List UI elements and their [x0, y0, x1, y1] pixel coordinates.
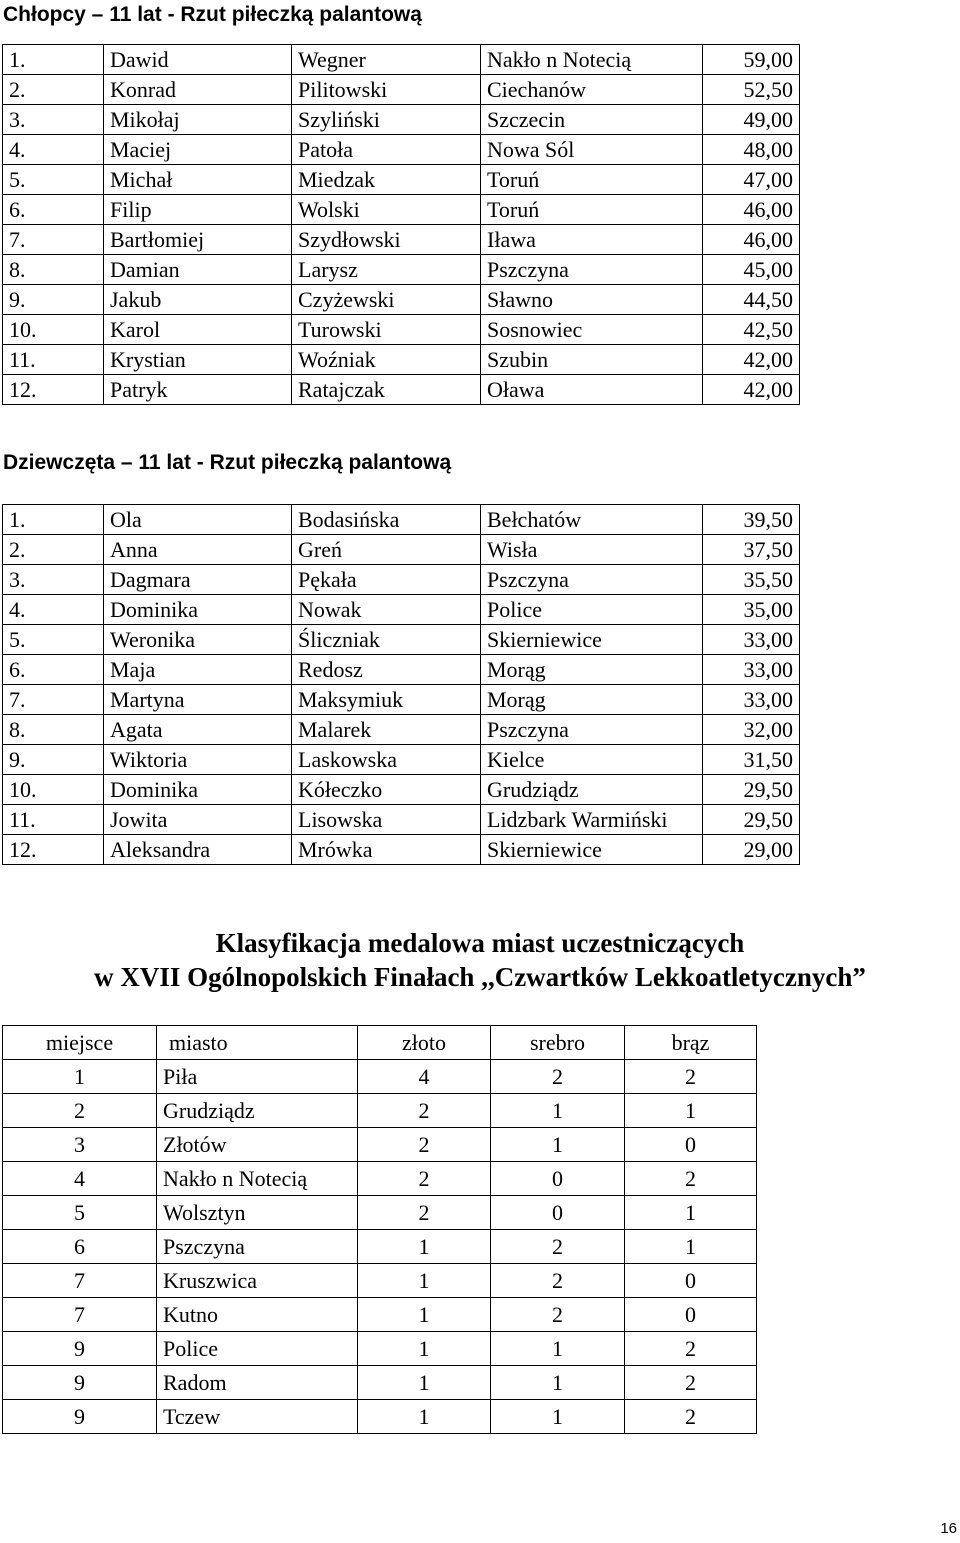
gold-count: 2	[358, 1128, 491, 1162]
girls-last-name: Pękała	[292, 565, 481, 595]
girls-first-name: Dominika	[104, 775, 292, 805]
gold-count: 1	[358, 1366, 491, 1400]
boys-score: 42,00	[703, 345, 800, 375]
bronze-count: 1	[625, 1094, 757, 1128]
gold-count: 1	[358, 1332, 491, 1366]
boys-result-row	[3, 165, 800, 195]
medal-table-row	[3, 1298, 757, 1332]
medal-city: Police	[157, 1332, 358, 1366]
girls-score: 29,00	[703, 835, 800, 865]
silver-count: 1	[491, 1094, 625, 1128]
boys-city: Iława	[481, 225, 703, 255]
girls-first-name: Martyna	[104, 685, 292, 715]
boys-place: 9.	[3, 285, 104, 315]
boys-place: 11.	[3, 345, 104, 375]
medal-rank: 7	[3, 1264, 157, 1298]
girls-score: 39,50	[703, 505, 800, 535]
boys-first-name: Dawid	[104, 45, 292, 75]
girls-last-name: Greń	[292, 535, 481, 565]
boys-place: 6.	[3, 195, 104, 225]
girls-last-name: Śliczniak	[292, 625, 481, 655]
medal-rank: 9	[3, 1366, 157, 1400]
bronze-count: 1	[625, 1196, 757, 1230]
boys-score: 46,00	[703, 225, 800, 255]
medal-city: Piła	[157, 1060, 358, 1094]
girls-result-row	[3, 685, 800, 715]
medal-table-row	[3, 1264, 757, 1298]
girls-last-name: Bodasińska	[292, 505, 481, 535]
boys-last-name: Turowski	[292, 315, 481, 345]
silver-count: 1	[491, 1400, 625, 1434]
medal-title-line2: w XVII Ogólnopolskich Finałach ,,Czwartków Lekkoatletycznych”	[94, 962, 866, 992]
boys-first-name: Bartłomiej	[104, 225, 292, 255]
girls-place: 10.	[3, 775, 104, 805]
girls-place: 12.	[3, 835, 104, 865]
girls-last-name: Mrówka	[292, 835, 481, 865]
boys-first-name: Filip	[104, 195, 292, 225]
boys-result-row	[3, 195, 800, 225]
medal-table-row	[3, 1162, 757, 1196]
silver-count: 1	[491, 1332, 625, 1366]
medal-table-header-row	[3, 1026, 757, 1060]
girls-first-name: Dagmara	[104, 565, 292, 595]
girls-result-row	[3, 805, 800, 835]
boys-city: Nakło n Notecią	[481, 45, 703, 75]
boys-city: Sosnowiec	[481, 315, 703, 345]
girls-result-row	[3, 505, 800, 535]
silver-count: 1	[491, 1366, 625, 1400]
girls-city: Pszczyna	[481, 715, 703, 745]
girls-city: Police	[481, 595, 703, 625]
gold-count: 1	[358, 1230, 491, 1264]
boys-city: Oława	[481, 375, 703, 405]
girls-first-name: Anna	[104, 535, 292, 565]
boys-result-row	[3, 255, 800, 285]
boys-first-name: Michał	[104, 165, 292, 195]
silver-count: 0	[491, 1196, 625, 1230]
boys-score: 44,50	[703, 285, 800, 315]
boys-result-row	[3, 45, 800, 75]
boys-score: 59,00	[703, 45, 800, 75]
medal-city: Nakło n Notecią	[157, 1162, 358, 1196]
girls-score: 37,50	[703, 535, 800, 565]
boys-score: 42,00	[703, 375, 800, 405]
boys-heading: Chłopcy – 11 lat - Rzut piłeczką palantową	[3, 3, 422, 26]
boys-city: Toruń	[481, 195, 703, 225]
medal-rank: 9	[3, 1400, 157, 1434]
girls-first-name: Wiktoria	[104, 745, 292, 775]
girls-result-row	[3, 745, 800, 775]
medal-rank: 3	[3, 1128, 157, 1162]
boys-first-name: Krystian	[104, 345, 292, 375]
boys-last-name: Szydłowski	[292, 225, 481, 255]
boys-last-name: Wegner	[292, 45, 481, 75]
boys-place: 1.	[3, 45, 104, 75]
boys-city: Sławno	[481, 285, 703, 315]
boys-last-name: Wolski	[292, 195, 481, 225]
boys-first-name: Damian	[104, 255, 292, 285]
boys-first-name: Jakub	[104, 285, 292, 315]
boys-place: 8.	[3, 255, 104, 285]
header-rank: miejsce	[3, 1026, 157, 1060]
medal-table-row	[3, 1230, 757, 1264]
girls-last-name: Laskowska	[292, 745, 481, 775]
girls-place: 6.	[3, 655, 104, 685]
girls-city: Skierniewice	[481, 625, 703, 655]
gold-count: 2	[358, 1162, 491, 1196]
girls-city: Pszczyna	[481, 565, 703, 595]
bronze-count: 0	[625, 1128, 757, 1162]
girls-place: 8.	[3, 715, 104, 745]
boys-results-body	[3, 45, 800, 405]
medal-title-line1: Klasyfikacja medalowa miast uczestniczących	[215, 928, 745, 958]
girls-city: Lidzbark Warmiński	[481, 805, 703, 835]
girls-last-name: Kółeczko	[292, 775, 481, 805]
medal-city: Tczew	[157, 1400, 358, 1434]
medal-city: Kruszwica	[157, 1264, 358, 1298]
header-bronze: brąz	[625, 1026, 757, 1060]
girls-place: 2.	[3, 535, 104, 565]
medal-rank: 5	[3, 1196, 157, 1230]
header-city: miasto	[157, 1026, 358, 1060]
boys-first-name: Konrad	[104, 75, 292, 105]
medal-city: Radom	[157, 1366, 358, 1400]
bronze-count: 0	[625, 1298, 757, 1332]
silver-count: 0	[491, 1162, 625, 1196]
girls-score: 35,00	[703, 595, 800, 625]
boys-place: 10.	[3, 315, 104, 345]
girls-first-name: Agata	[104, 715, 292, 745]
girls-place: 4.	[3, 595, 104, 625]
boys-city: Toruń	[481, 165, 703, 195]
medal-table-row	[3, 1060, 757, 1094]
boys-last-name: Woźniak	[292, 345, 481, 375]
boys-result-row	[3, 345, 800, 375]
girls-place: 1.	[3, 505, 104, 535]
medal-city: Pszczyna	[157, 1230, 358, 1264]
bronze-count: 2	[625, 1366, 757, 1400]
silver-count: 2	[491, 1230, 625, 1264]
bronze-count: 2	[625, 1162, 757, 1196]
girls-last-name: Nowak	[292, 595, 481, 625]
girls-first-name: Jowita	[104, 805, 292, 835]
medal-rank: 6	[3, 1230, 157, 1264]
bronze-count: 2	[625, 1332, 757, 1366]
boys-place: 7.	[3, 225, 104, 255]
boys-place: 5.	[3, 165, 104, 195]
boys-first-name: Mikołaj	[104, 105, 292, 135]
bronze-count: 2	[625, 1060, 757, 1094]
boys-place: 3.	[3, 105, 104, 135]
silver-count: 1	[491, 1128, 625, 1162]
medal-table-row	[3, 1400, 757, 1434]
girls-score: 31,50	[703, 745, 800, 775]
gold-count: 2	[358, 1094, 491, 1128]
bronze-count: 2	[625, 1400, 757, 1434]
boys-result-row	[3, 105, 800, 135]
girls-last-name: Redosz	[292, 655, 481, 685]
boys-last-name: Szyliński	[292, 105, 481, 135]
girls-score: 29,50	[703, 775, 800, 805]
girls-city: Morąg	[481, 685, 703, 715]
boys-last-name: Pilitowski	[292, 75, 481, 105]
gold-count: 1	[358, 1298, 491, 1332]
boys-place: 12.	[3, 375, 104, 405]
girls-results-table	[2, 504, 800, 865]
page-number: 16	[940, 1520, 957, 1537]
girls-city: Wisła	[481, 535, 703, 565]
girls-first-name: Maja	[104, 655, 292, 685]
girls-score: 29,50	[703, 805, 800, 835]
medal-rank: 7	[3, 1298, 157, 1332]
gold-count: 4	[358, 1060, 491, 1094]
boys-place: 2.	[3, 75, 104, 105]
medal-rank: 1	[3, 1060, 157, 1094]
boys-last-name: Miedzak	[292, 165, 481, 195]
girls-first-name: Ola	[104, 505, 292, 535]
girls-place: 7.	[3, 685, 104, 715]
boys-last-name: Czyżewski	[292, 285, 481, 315]
header-silver: srebro	[491, 1026, 625, 1060]
medal-rank: 2	[3, 1094, 157, 1128]
girls-result-row	[3, 535, 800, 565]
girls-city: Kielce	[481, 745, 703, 775]
girls-result-row	[3, 715, 800, 745]
boys-last-name: Patoła	[292, 135, 481, 165]
medal-city: Wolsztyn	[157, 1196, 358, 1230]
girls-city: Bełchatów	[481, 505, 703, 535]
girls-result-row	[3, 565, 800, 595]
girls-place: 11.	[3, 805, 104, 835]
girls-place: 5.	[3, 625, 104, 655]
boys-first-name: Karol	[104, 315, 292, 345]
girls-place: 9.	[3, 745, 104, 775]
boys-result-row	[3, 75, 800, 105]
medal-table-row	[3, 1332, 757, 1366]
girls-result-row	[3, 625, 800, 655]
girls-heading: Dziewczęta – 11 lat - Rzut piłeczką palantową	[3, 451, 452, 474]
girls-last-name: Malarek	[292, 715, 481, 745]
girls-score: 33,00	[703, 655, 800, 685]
medal-table-row	[3, 1196, 757, 1230]
medal-city: Kutno	[157, 1298, 358, 1332]
medal-table-row	[3, 1366, 757, 1400]
boys-score: 52,50	[703, 75, 800, 105]
silver-count: 2	[491, 1060, 625, 1094]
medal-table-row	[3, 1128, 757, 1162]
girls-score: 32,00	[703, 715, 800, 745]
gold-count: 2	[358, 1196, 491, 1230]
boys-score: 47,00	[703, 165, 800, 195]
girls-city: Skierniewice	[481, 835, 703, 865]
girls-results-body	[3, 505, 800, 865]
boys-score: 42,50	[703, 315, 800, 345]
girls-first-name: Weronika	[104, 625, 292, 655]
silver-count: 2	[491, 1298, 625, 1332]
boys-first-name: Patryk	[104, 375, 292, 405]
medal-table-row	[3, 1094, 757, 1128]
boys-result-row	[3, 315, 800, 345]
bronze-count: 0	[625, 1264, 757, 1298]
boys-first-name: Maciej	[104, 135, 292, 165]
header-gold: złoto	[358, 1026, 491, 1060]
girls-result-row	[3, 775, 800, 805]
gold-count: 1	[358, 1400, 491, 1434]
boys-result-row	[3, 375, 800, 405]
bronze-count: 1	[625, 1230, 757, 1264]
girls-score: 35,50	[703, 565, 800, 595]
girls-place: 3.	[3, 565, 104, 595]
girls-last-name: Maksymiuk	[292, 685, 481, 715]
boys-result-row	[3, 225, 800, 255]
girls-city: Morąg	[481, 655, 703, 685]
girls-last-name: Lisowska	[292, 805, 481, 835]
boys-city: Nowa Sól	[481, 135, 703, 165]
girls-score: 33,00	[703, 685, 800, 715]
boys-results-table	[2, 44, 800, 405]
medal-table	[2, 1025, 757, 1434]
boys-score: 49,00	[703, 105, 800, 135]
boys-score: 45,00	[703, 255, 800, 285]
boys-city: Ciechanów	[481, 75, 703, 105]
silver-count: 2	[491, 1264, 625, 1298]
medal-city: Złotów	[157, 1128, 358, 1162]
girls-first-name: Aleksandra	[104, 835, 292, 865]
boys-score: 48,00	[703, 135, 800, 165]
medal-rank: 4	[3, 1162, 157, 1196]
boys-last-name: Ratajczak	[292, 375, 481, 405]
boys-city: Pszczyna	[481, 255, 703, 285]
medal-table-body	[3, 1060, 757, 1434]
girls-first-name: Dominika	[104, 595, 292, 625]
girls-result-row	[3, 835, 800, 865]
girls-result-row	[3, 595, 800, 625]
medal-rank: 9	[3, 1332, 157, 1366]
gold-count: 1	[358, 1264, 491, 1298]
boys-result-row	[3, 135, 800, 165]
boys-last-name: Larysz	[292, 255, 481, 285]
medal-city: Grudziądz	[157, 1094, 358, 1128]
boys-place: 4.	[3, 135, 104, 165]
girls-city: Grudziądz	[481, 775, 703, 805]
boys-city: Szczecin	[481, 105, 703, 135]
boys-city: Szubin	[481, 345, 703, 375]
boys-score: 46,00	[703, 195, 800, 225]
boys-result-row	[3, 285, 800, 315]
girls-result-row	[3, 655, 800, 685]
girls-score: 33,00	[703, 625, 800, 655]
